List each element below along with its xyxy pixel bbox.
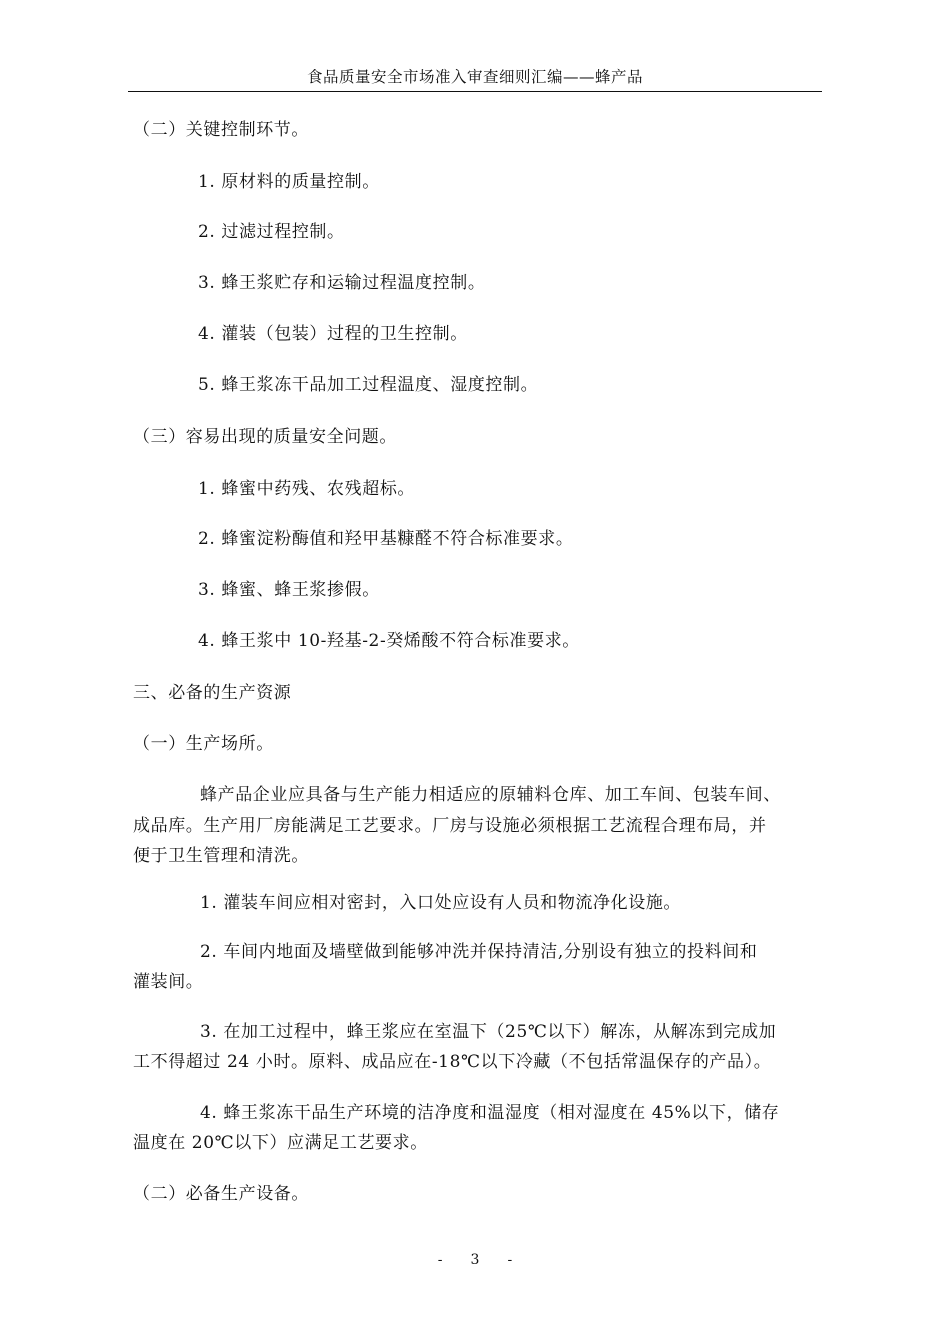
list-item: 5. 蜂王浆冻干品加工过程温度、湿度控制。 <box>198 375 539 395</box>
section-heading-resources: 三、必备的生产资源 <box>133 683 292 703</box>
paragraph-line: 成品库。生产用厂房能满足工艺要求。厂房与设施必须根据工艺流程合理布局，并 <box>133 816 767 836</box>
list-item: 1. 原材料的质量控制。 <box>198 172 380 192</box>
paragraph-line: 2. 车间内地面及墙壁做到能够冲洗并保持清洁,分别设有独立的投料间和 <box>200 942 758 962</box>
list-item: 3. 蜂王浆贮存和运输过程温度控制。 <box>198 273 486 293</box>
subsection-heading-equipment: （二）必备生产设备。 <box>133 1184 309 1204</box>
list-item: 2. 蜂蜜淀粉酶值和羟甲基糠醛不符合标准要求。 <box>198 529 574 549</box>
list-item: 2. 过滤过程控制。 <box>198 222 345 242</box>
footer-dash-right: - <box>507 1252 513 1268</box>
section-heading-quality-issues: （三）容易出现的质量安全问题。 <box>133 427 397 447</box>
paragraph-line: 灌装间。 <box>133 972 204 992</box>
paragraph-line: 温度在 20℃以下）应满足工艺要求。 <box>133 1133 428 1153</box>
list-item: 3. 蜂蜜、蜂王浆掺假。 <box>198 580 380 600</box>
list-item: 4. 灌装（包装）过程的卫生控制。 <box>198 324 468 344</box>
subsection-heading-site: （一）生产场所。 <box>133 734 274 754</box>
section-heading-key-control: （二）关键控制环节。 <box>133 120 309 140</box>
header-rule <box>128 91 822 92</box>
page-footer <box>0 1250 950 1270</box>
paragraph-line: 便于卫生管理和清洗。 <box>133 846 309 866</box>
running-header: 食品质量安全市场准入审查细则汇编——蜂产品 <box>306 68 643 86</box>
paragraph-line: 1. 灌装车间应相对密封，入口处应设有人员和物流净化设施。 <box>200 893 682 913</box>
paragraph-line: 4. 蜂王浆冻干品生产环境的洁净度和温湿度（相对湿度在 45%以下，储存 <box>200 1103 780 1123</box>
footer-dash-left: - <box>437 1252 443 1268</box>
page-number: 3 <box>470 1252 480 1268</box>
paragraph-line: 蜂产品企业应具备与生产能力相适应的原辅料仓库、加工车间、包装车间、 <box>200 785 781 805</box>
list-item: 4. 蜂王浆中 10-羟基-2-癸烯酸不符合标准要求。 <box>198 631 580 651</box>
paragraph-line: 3. 在加工过程中，蜂王浆应在室温下（25℃以下）解冻，从解冻到完成加 <box>200 1022 777 1042</box>
list-item: 1. 蜂蜜中药残、农残超标。 <box>198 479 416 499</box>
paragraph-line: 工不得超过 24 小时。原料、成品应在-18℃以下冷藏（不包括常温保存的产品）。 <box>133 1052 772 1072</box>
